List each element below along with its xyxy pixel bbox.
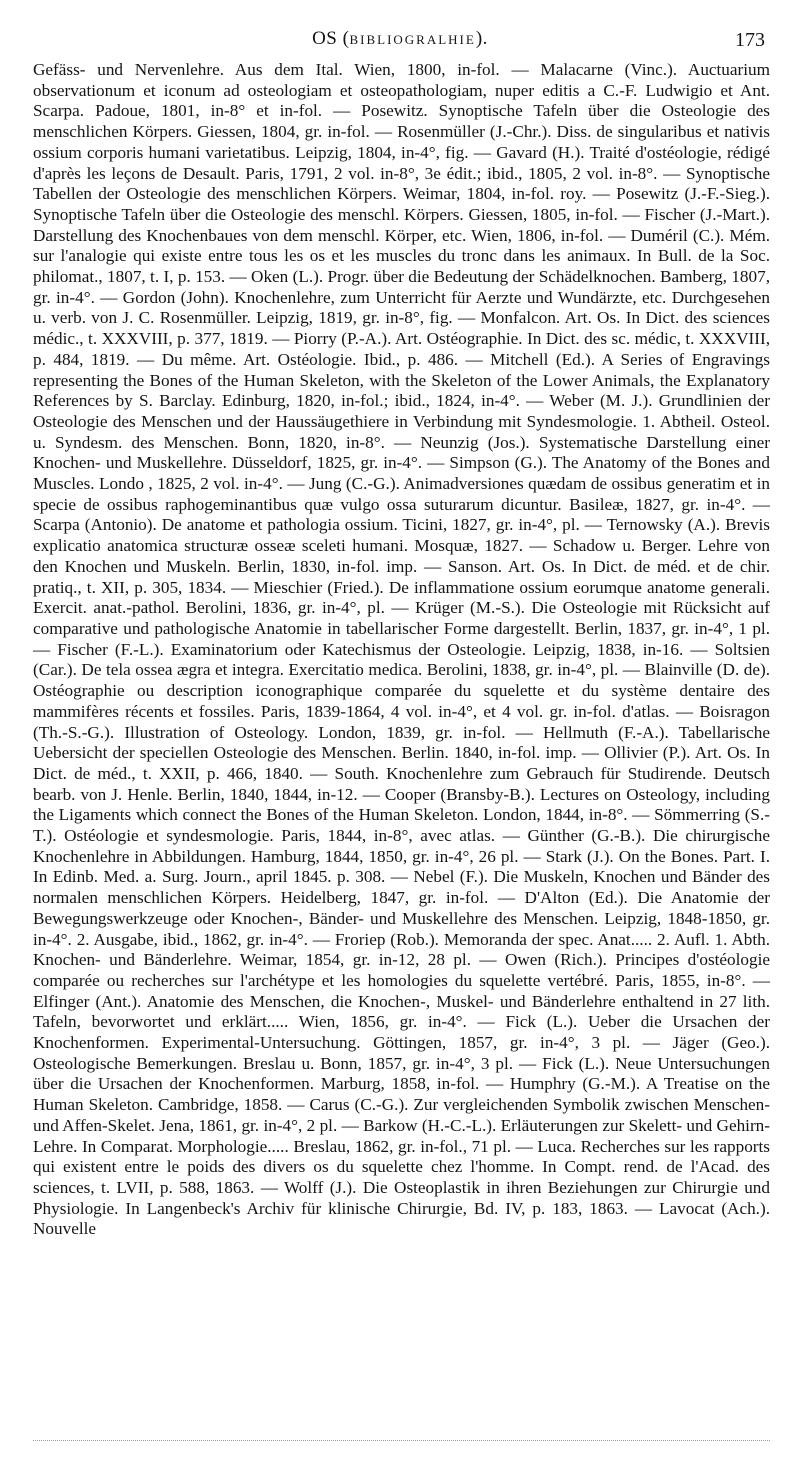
running-title-section: bibliogralhie [349, 28, 476, 49]
running-header [0, 28, 800, 54]
page-bottom-rule [33, 1440, 770, 1441]
page-number: 173 [735, 29, 765, 51]
running-title-end: ). [475, 28, 488, 49]
bibliography-paragraph: Gefäss- und Nervenlehre. Aus dem Ital. Wien, 1800, in-fol. — Malacarne (Vinc.). Auctuarium observationum et iconum ad osteologiam et osteopathologiam, nuper editis a C.-F. Ludwigio et Ant. Scarpa. Padoue, 1801, in-8° et in-fol. — Posewitz. Synoptische Tafeln über die Osteologie des menschlichen Körpers. Giessen, 1804, gr. in-fol. — Rosenmüller (J.-Chr.). Diss. de singularibus et nativis ossium corporis humani varietatibus. Leipzig, 1804, in-4°, fig. — Gavard (H.). Traité d'ostéologie, rédigé d'après les leçons de Desault. Paris, 1791, 2 vol. in-8°, 3e édit.; ibid., 1805, 2 vol. in-8°. — Synoptische Tabellen der Osteologie des menschlichen Körpers. Weimar, 1804, in-fol. roy. — Posewitz (J.-F.-Sieg.). Synoptische Tafeln über die Osteologie des menschl. Körpers. Giessen, 1805, in-fol. — Fischer (J.-Mart.). Darstellung des Knochenbaues von dem menschl. Körper, etc. Wien, 1806, in-fol. — Duméril (C.). Mém. sur l'analogie qui existe entre tous les os et les muscles du tronc dans les animaux. In Bull. de la Soc. philomat., 1807, t. I, p. 153. — Oken (L.). Progr. über die Bedeutung der Schädelknochen. Bamberg, 1807, gr. in-4°. — Gordon (John). Knochenlehre, zum Unterricht für Aerzte und Wundärzte, etc. Durchgesehen u. verb. von J. C. Rosenmüller. Leipzig, 1819, gr. in-8°, fig. — Monfalcon. Art. Os. In Dict. des sciences médic., t. XXXVIII, p. 377, 1819. — Piorry (P.-A.). Art. Ostéographie. In Dict. des sc. médic, t. XXXVIII, p. 484, 1819. — Du même. Art. Ostéologie. Ibid., p. 486. — Mitchell (Ed.). A Series of Engravings representing the Bones of the Human Skeleton, with the Skeleton of the Lower Animals, the Explanatory References by S. Barclay. Edinburg, 1820, in-fol.; ibid., 1824, in-4°. — Weber (M. J.). Grundlinien der Osteologie des Menschen und der Haussäugethiere in Verbindung mit Syndesmologie. 1. Abtheil. Osteol. u. Syndesm. des Menschen. Bonn, 1820, in-8°. — Neunzig (Jos.). Systematische Darstellung einer Knochen- und Muskellehre. Düsseldorf, 1825, gr. in-4°. — Simpson (G.). The Anatomy of the Bones and Muscles. Londo , 1825, 2 vol. in-4°. — Jung (C.-G.). Animadversiones quædam de ossibus generatim et in specie de ossibus raphogeminantibus quæ vulgo ossa suturarum dicuntur. Basileæ, 1827, gr. in-4°. — Scarpa (Antonio). De anatome et pathologia ossium. Ticini, 1827, gr. in-4°, pl. — Ternowsky (A.). Brevis explicatio anatomica structuræ osseæ sceleti humani. Mosquæ, 1827. — Schadow u. Berger. Lehre von den Knochen und Muskeln. Berlin, 1830, in-fol. imp. — Sanson. Art. Os. In Dict. de méd. et de chir. pratiq., t. XII, p. 305, 1834. — Mieschier (Fried.). De inflammatione ossium eorumque anatome generali. Exercit. anat.-pathol. Berolini, 1836, gr. in-4°, pl. — Krüger (M.-S.). Die Osteologie mit Rücksicht auf comparative und pathologische Anatomie in tabellarischer Forme dargestellt. Berlin, 1837, gr. in-4°, 1 pl. — Fischer (F.-L.). Examinatorium oder Katechismus der Osteologie. Leipzig, 1838, in-16. — Soltsien (Car.). De tela ossea ægra et integra. Exercitatio medica. Berolini, 1838, gr. in-4°, pl. — Blainville (D. de). Ostéographie ou description iconographique comparée du squelette et du système dentaire des mammifères récents et fossiles. Paris, 1839-1864, 4 vol. in-4°, et 4 vol. gr. in-fol. d'atlas. — Boisragon (Th.-S.-G.). Illustration of Osteology. London, 1839, gr. in-fol. — Hellmuth (F.-A.). Tabellarische Uebersicht der speciellen Osteologie des Menschen. Berlin. 1840, in-fol. imp. — Ollivier (P.). Art. Os. In Dict. de méd., t. XXII, p. 466, 1840. — South. Knochenlehre zum Gebrauch für Studirende. Deutsch bearb. von J. Henle. Berlin, 1840, 1844, in-12. — Cooper (Bransby-B.). Lectures on Osteology, including the Ligaments which connect the Bones of the Human Skeleton. London, 1844, in-8°. — Sömmerring (S.-T.). Ostéologie et syndesmologie. Paris, 1844, in-8°, avec atlas. — Günther (G.-B.). Die chirurgische Knochenlehre in Abbildungen. Hamburg, 1844, 1850, gr. in-4°, 26 pl. — Stark (J.). On the Bones. Part. I. In Edinb. Med. a. Surg. Journ., april 1845. p. 308. — Nebel (F.). Die Muskeln, Knochen und Bänder des normalen menschlichen Körpers. Heidelberg, 1847, gr. in-fol. — D'Alton (Ed.). Die Anatomie der Bewegungswerkzeuge oder Knochen-, Bänder- und Muskellehre des Menschen. Leipzig, 1848-1850, gr. in-4°. 2. Ausgabe, ibid., 1862, gr. in-4°. — Froriep (Rob.). Memoranda der spec. Anat..... 2. Aufl. 1. Abth. Knochen- und Bänderlehre. Weimar, 1854, gr. in-12, 28 pl. — Owen (Rich.). Principes d'ostéologie comparée ou recherches sur l'archétype et les homologies du squelette vertébré. Paris, 1855, in-8°. — Elfinger (Ant.). Anatomie des Menschen, die Knochen-, Muskel- und Bänderlehre enthaltend in 27 lith. Tafeln, bevorwortet und erklärt..... Wien, 1856, gr. in-4°. — Fick (L.). Ueber die Ursachen der Knochenformen. Experimental-Untersuchung. Göttingen, 1857, gr. in-4°, 3 pl. — Jäger (Geo.). Osteologische Bemerkungen. Breslau u. Bonn, 1857, gr. in-4°, 3 pl. — Fick (L.). Neue Untersuchungen über die Ursachen der Knochenformen. Marburg, 1858, in-fol. — Humphry (G.-M.). A Treatise on the Human Skeleton. Cambridge, 1858. — Carus (C.-G.). Zur vergleichenden Symbolik zwischen Menschen- und Affen-Skelet. Jena, 1861, gr. in-4°, 2 pl. — Barkow (H.-C.-L.). Erläuterungen zur Skelett- und Gehirn-Lehre. In Comparat. Morphologie..... Breslau, 1862, gr. in-fol., 71 pl. — Luca. Recherches sur les rapports qui existent entre le poids des divers os du squelette chez l'homme. In Compt. rend. de l'Acad. des sciences, t. LVII, p. 588, 1863. — Wolff (J.). Die Osteoplastik in ihren Beziehungen zur Chirurgie und Physiologie. In Langenbeck's Archiv für klinische Chirurgie, Bd. IV, p. 183, 1863. — Lavocat (Ach.). Nouvelle [33, 60, 770, 1239]
running-title [0, 28, 800, 50]
running-title-main: OS ( [312, 28, 350, 49]
bibliography-text [33, 60, 770, 1240]
